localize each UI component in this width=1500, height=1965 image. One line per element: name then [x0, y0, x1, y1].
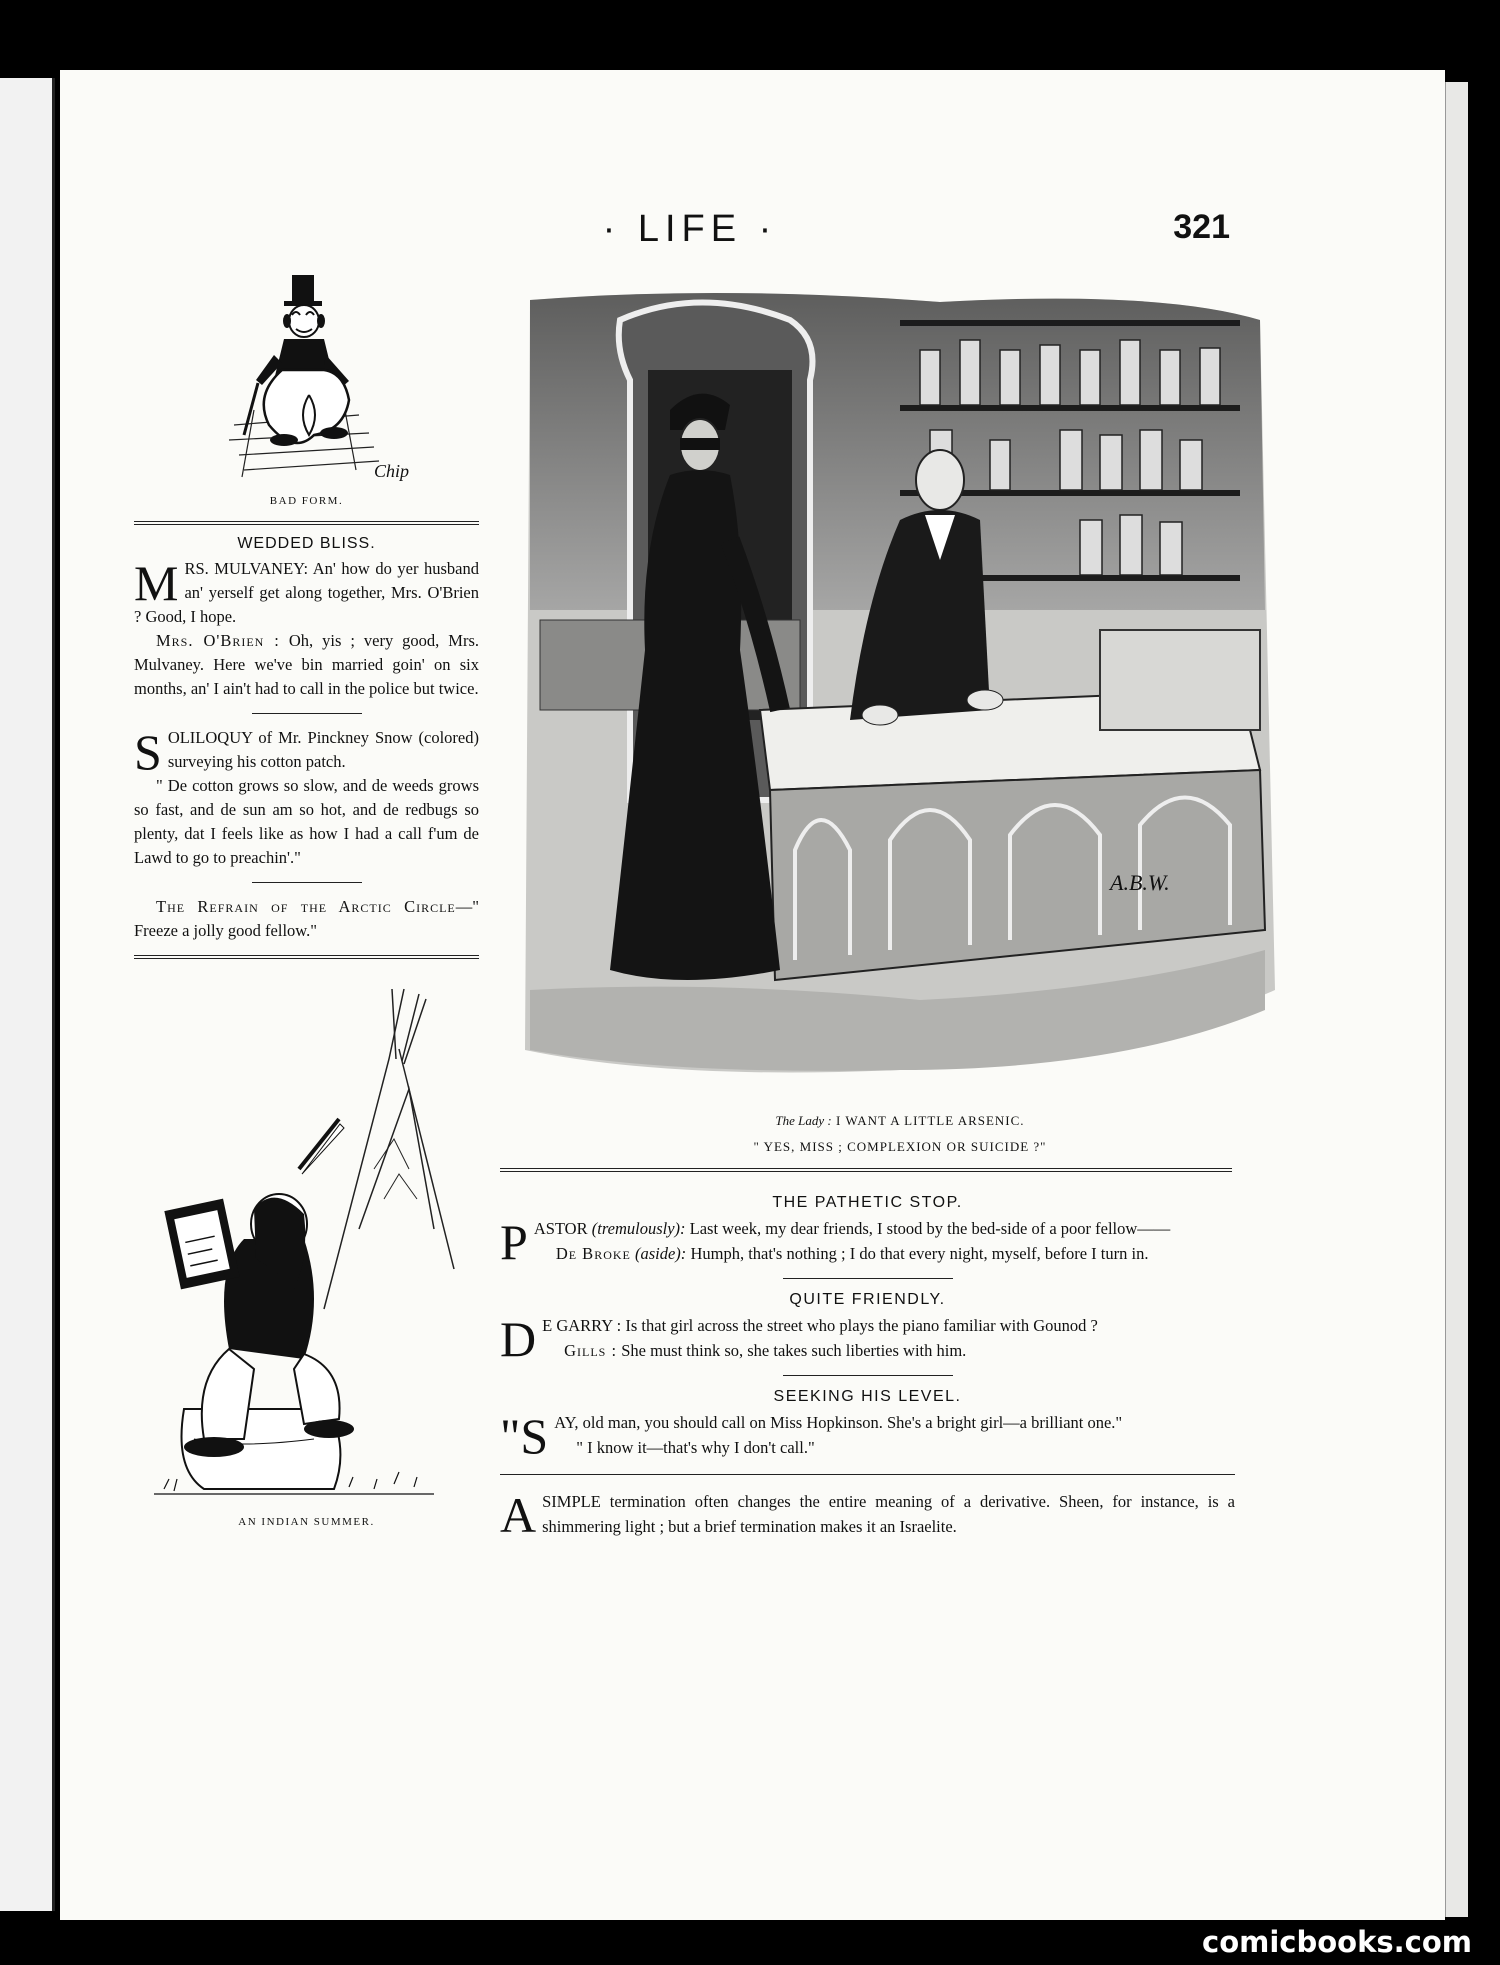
divider	[500, 1168, 1232, 1172]
site-watermark: comicbooks.com	[1202, 1925, 1472, 1959]
divider	[252, 713, 362, 714]
refrain-paragraph	[134, 895, 479, 943]
bad-form-caption: BAD FORM.	[269, 495, 344, 507]
pathetic-stop-text-1: Last week, my dear friends, I stood by the bed-side of a poor fellow——	[689, 1219, 1171, 1238]
wedded-bliss-paragraph-1	[134, 557, 479, 629]
previous-page-edge	[0, 78, 55, 1911]
wedded-bliss-text-1: RS. MULVANEY: An' how do yer husband an' yerself get along together, Mrs. O'Brien ? Good, I hope.	[134, 559, 479, 626]
dropcap: M	[134, 555, 179, 611]
divider	[500, 1474, 1235, 1475]
stage-direction: (tremulously):	[591, 1219, 686, 1238]
seeking-level-heading: SEEKING HIS LEVEL.	[773, 1388, 962, 1405]
quite-friendly-text-2: She must think so, she takes such liberties with him.	[621, 1341, 967, 1360]
right-column	[500, 1188, 1235, 1543]
divider	[134, 955, 479, 959]
caption-speaker: The Lady :	[775, 1113, 832, 1128]
seeking-level-text-1: AY, old man, you should call on Miss Hopkinson. She's a bright girl—a brilliant one."	[554, 1413, 1123, 1432]
speaker-name: Gills :	[564, 1341, 618, 1360]
refrain-text: —" Freeze a jolly good fellow."	[134, 897, 479, 940]
dropcap: D	[500, 1311, 537, 1367]
chip-signature: Chip	[374, 461, 410, 481]
refrain-label: The Refrain of the Arctic Circle	[156, 897, 456, 916]
soliloquy-paragraph-1	[134, 724, 479, 780]
bad-form-illustration	[134, 265, 479, 490]
caption-line-1	[520, 1108, 1280, 1134]
indian-summer-caption: AN INDIAN SUMMER.	[238, 1516, 375, 1528]
wedded-bliss-paragraph-2	[134, 629, 479, 701]
dropcap: P	[500, 1214, 528, 1270]
arsenic-shop-illustration	[520, 290, 1280, 1080]
seeking-level-paragraph-2: " I know it—that's why I don't call."	[576, 1438, 815, 1457]
next-page-edge	[1445, 82, 1468, 1917]
masthead: · LIFE ·	[602, 208, 778, 250]
quite-friendly-heading: QUITE FRIENDLY.	[789, 1291, 946, 1308]
wedded-bliss-heading: WEDDED BLISS.	[237, 535, 376, 552]
dropcap: "S	[500, 1408, 549, 1464]
stage-direction: (aside):	[634, 1244, 687, 1263]
soliloquy-text-1: OLILOQUY of Mr. Pinckney Snow (colored) surveying his cotton patch.	[167, 728, 479, 771]
pathetic-stop-text-2: Humph, that's nothing ; I do that every night, myself, before I turn in.	[690, 1244, 1149, 1263]
divider	[783, 1375, 953, 1376]
bad-form-cartoon	[134, 265, 479, 507]
soliloquy-paragraph-2: " De cotton grows so slow, and de weeds grows so fast, and de sun am so hot, and de redbugs so plenty, dat I feels like as how I had a call f'um de Lawd to go to preachin'."	[134, 776, 479, 867]
divider	[783, 1278, 953, 1279]
page-number: 321	[1173, 208, 1230, 246]
pastor-word: ASTOR	[533, 1219, 588, 1238]
quite-friendly-text-1: E GARRY : Is that girl across the street who plays the piano familiar with Gounod ?	[542, 1316, 1098, 1335]
caption-line-2: " YES, MISS ; COMPLEXION OR SUICIDE ?"	[753, 1139, 1047, 1154]
arsenic-caption	[520, 1108, 1280, 1160]
divider	[134, 521, 479, 525]
left-column	[134, 265, 479, 1528]
artist-signature: A.B.W.	[1110, 870, 1170, 895]
pathetic-stop-heading: THE PATHETIC STOP.	[772, 1194, 963, 1211]
speaker-name: De Broke	[555, 1244, 631, 1263]
caption-text-1: I WANT A LITTLE ARSENIC.	[836, 1113, 1025, 1128]
speaker-name: Mrs. O'Brien :	[156, 631, 280, 650]
pathetic-stop-paragraph-2	[500, 1241, 1235, 1266]
divider	[252, 882, 362, 883]
wedded-bliss-text-2: Oh, yis ; very good, Mrs. Mulvaney. Here we've bin married goin' on six months, an' I ain't had to call in the police but twice.	[134, 631, 479, 698]
quite-friendly-paragraph-2	[500, 1338, 1235, 1363]
indian-summer-illustration	[134, 969, 479, 1519]
dropcap: A	[500, 1487, 537, 1543]
simple-termination-text: SIMPLE termination often changes the entire meaning of a derivative. Sheen, for instance, is a shimmering light ; but a brief termination makes it an Israelite.	[542, 1492, 1235, 1536]
indian-summer-cartoon	[134, 969, 479, 1528]
dropcap: S	[134, 724, 162, 780]
simple-termination-paragraph	[500, 1487, 1235, 1543]
